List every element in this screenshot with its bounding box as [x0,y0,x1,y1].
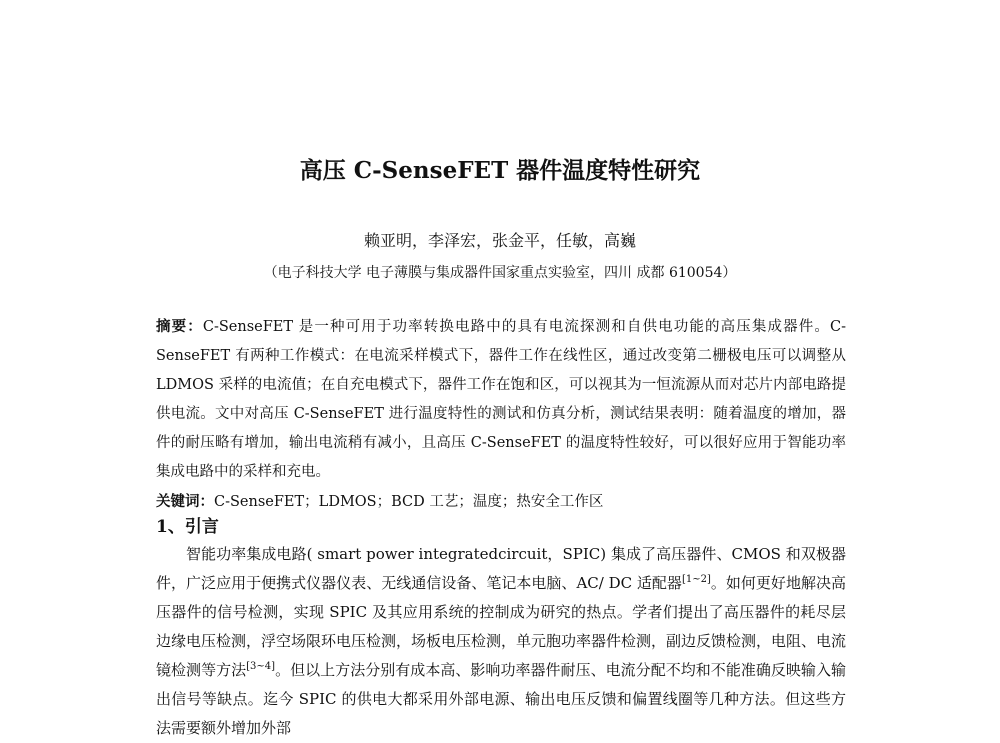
body-text [156,540,846,743]
paper-title: 高压 C-SenseFET 器件温度特性研究 [299,157,701,184]
section-heading: 1、引言 [156,517,219,537]
abstract-paragraph [156,312,846,487]
citation-ref-2[interactable]: [3~4] [246,661,276,672]
author-list: 赖亚明，李泽宏，张金平，任敏，高巍 [363,231,636,250]
body-paragraph [156,540,846,743]
citation-ref-1[interactable]: [1~2] [681,574,711,585]
abstract-text: C-SenseFET 是一种可用于功率转换电路中的具有电流探测和自供电功能的高压集成器件。C-SenseFET 有两种工作模式：在电流采样模式下，器件工作在线性区，通过改变第二栅极电压可以调整从 LDMOS 采样的电流值；在自充电模式下，器件工作在饱和区，可以视其为一恒流源从而对芯片内部电路提供电流。文中对高压 C-SenseFET 进行温度特性的测试和仿真分析，测试结果表明：随着温度的增加，器件的耐压略有增加，输出电流稍有减小，且高压 C-SenseFET 的温度特性较好，可以很好应用于智能功率集成电路中的采样和充电。 [156,319,846,480]
body-text-part1: 智能功率集成电路( smart power integratedcircuit，SPIC) 集成了高压器件、CMOS 和双极器件，广泛应用于便携式仪器仪表、无线通信设备、笔记本电脑、AC/ DC 适配器 [156,545,846,592]
affiliation: （电子科技大学 电子薄膜与集成器件国家重点实验室，四川 成都 610054） [263,265,737,281]
abstract-block [156,312,846,517]
body-text-part2: 。如何更好地解决高压器件的信号检测，实现 SPIC 及其应用系统的控制成为研究的热点。学者们提出了高压器件的耗尽层边缘电压检测，浮空场限环电压检测，场板电压检测，单元胞功率器件检测，副边反馈检测，电阻、电流镜检测等方法 [156,574,847,679]
keywords-paragraph [156,487,846,517]
keywords-label: 关键词： [156,493,214,510]
body-text-part3: 。但以上方法分别有成本高、影响功率器件耐压、电流分配不均和不能准确反映输入输出信号等缺点。迄今 SPIC 的供电大都采用外部电源、输出电压反馈和偏置线圈等几种方法。但这些方法需要额外增加外部 [156,661,846,737]
keywords-text: C-SenseFET；LDMOS；BCD 工艺；温度；热安全工作区 [214,494,604,510]
abstract-label: 摘要： [156,318,203,335]
